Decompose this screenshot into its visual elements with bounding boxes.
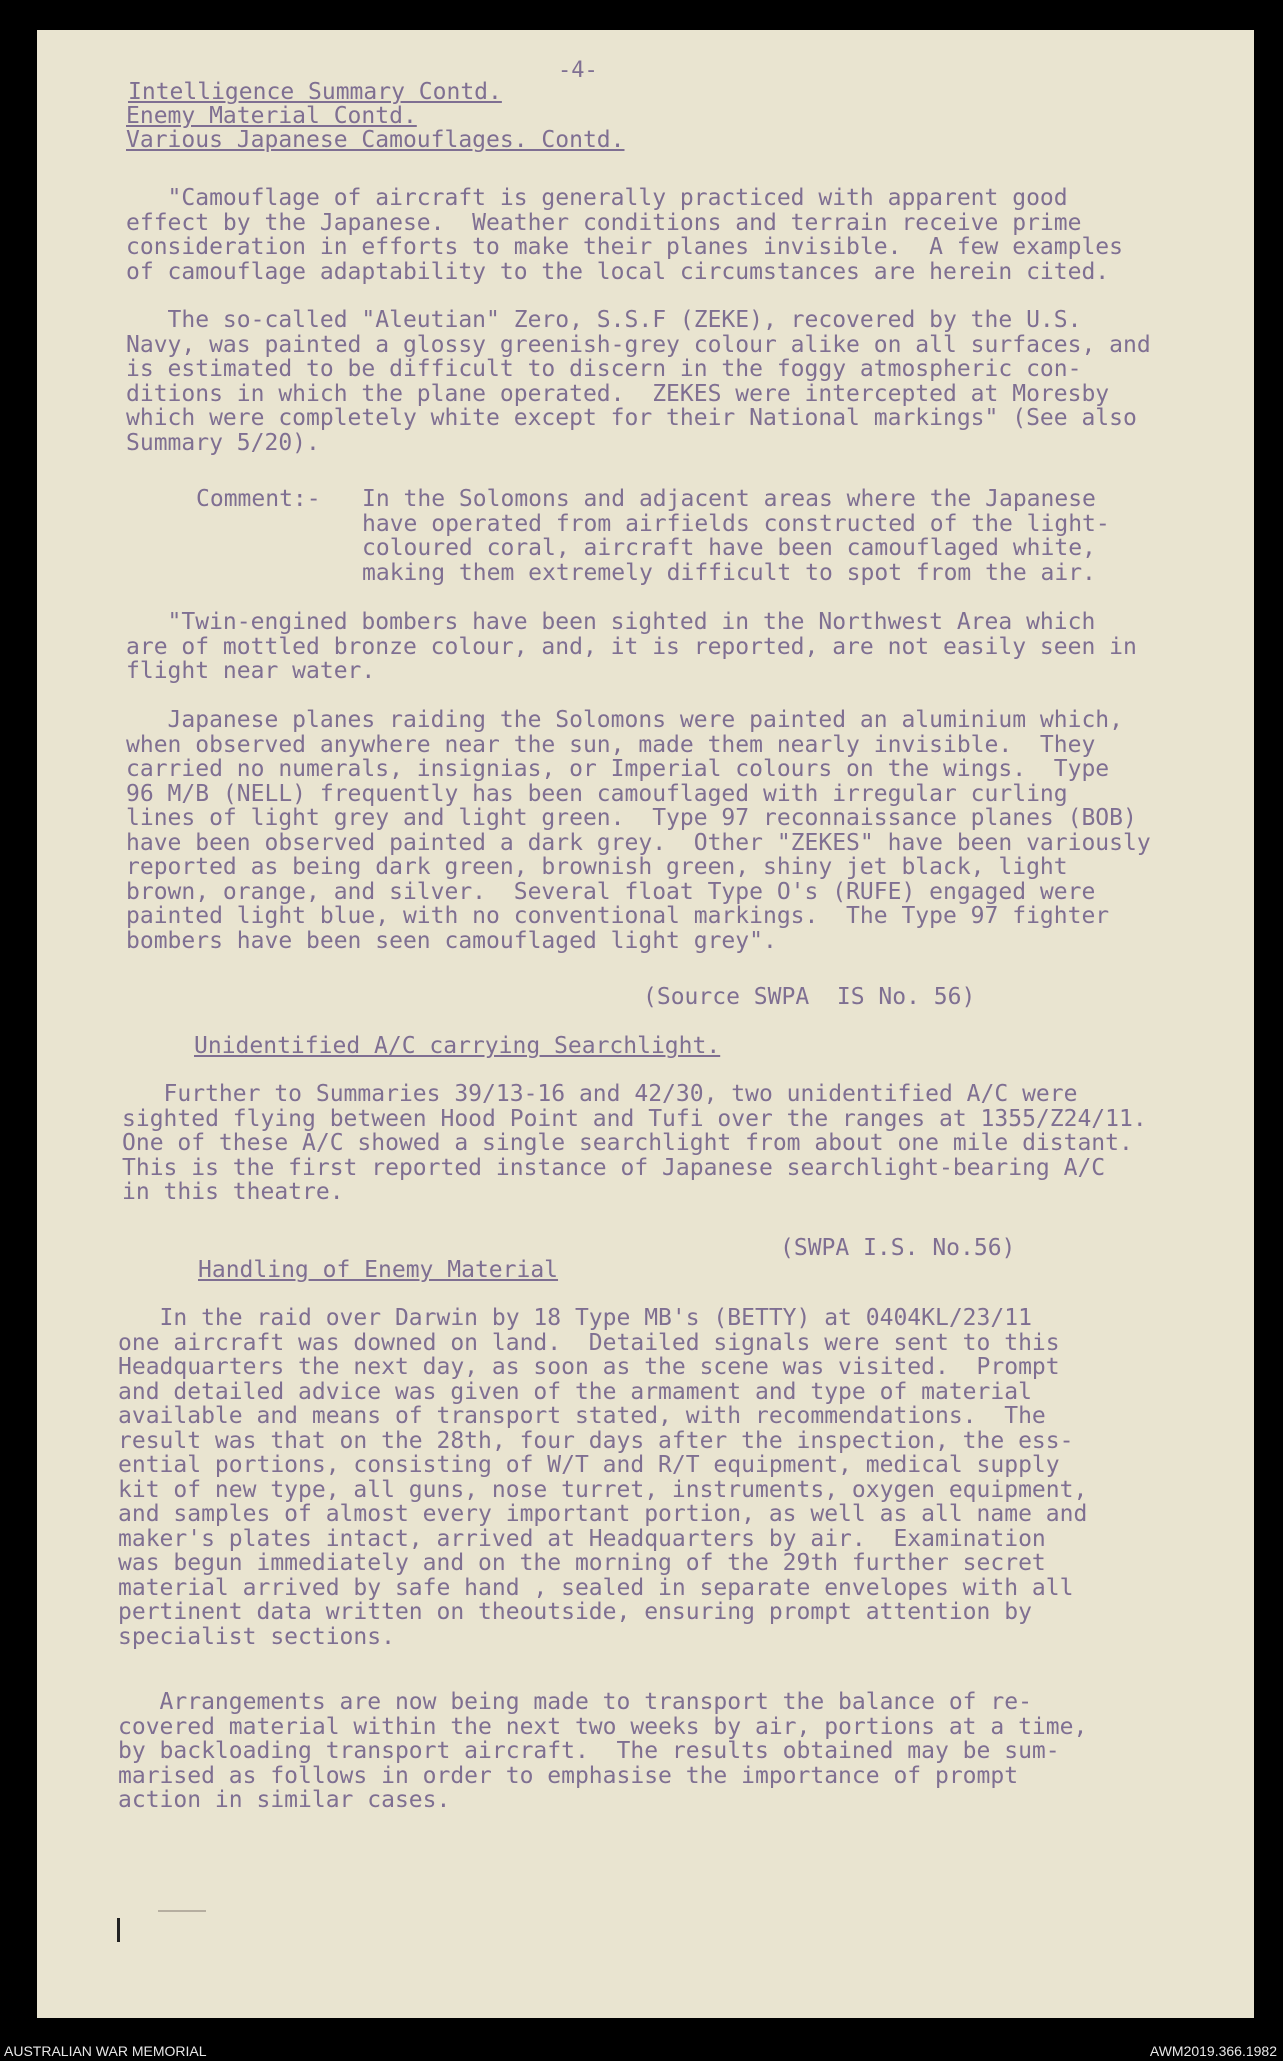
page-number: -4- <box>558 58 598 83</box>
comment-label: Comment:- <box>196 486 321 512</box>
source-citation-1: (Source SWPA IS No. 56) <box>643 984 976 1010</box>
heading-searchlight: Unidentified A/C carrying Searchlight. <box>194 1033 721 1059</box>
paragraph-arrangements: Arrangements are now being made to transport the balance of re- covered material within the next two weeks by air, portions at a time, by backloading transport aircraft. The results obtained may be sum- marised as follows in order to emphasise the importance of prompt action in similar cases. <box>118 1689 1088 1813</box>
pencil-mark <box>117 1918 120 1942</box>
header-line-1: Intelligence Summary Contd. <box>128 79 502 105</box>
paragraph-aleutian-zero: The so-called "Aleutian" Zero, S.S.F (ZEKE), recovered by the U.S. Navy, was painted a glossy greenish-grey colour alike on all surfaces, and is estimated to be difficult to discern in the foggy atmospheric con- ditions in which the plane operated. ZEKES were intercepted at Moresby which were completely white except for their National markings" (See also Summary 5/20). <box>126 307 1151 456</box>
paragraph-searchlight: Further to Summaries 39/13-16 and 42/30, two unidentified A/C were sighted flying between Hood Point and Tufi over the ranges at 1355/Z24/11. One of these A/C showed a single searchlight from about one mile distant. This is the first reported instance of Japanese searchlight-bearing A/C in this theatre. <box>122 1081 1147 1205</box>
footer-institution: AUSTRALIAN WAR MEMORIAL <box>4 2043 207 2059</box>
paragraph-twin-engined: "Twin-engined bombers have been sighted in the Northwest Area which are of mottled bronze colour, and, it is reported, are not easily seen in flight near water. <box>126 609 1137 684</box>
paragraph-darwin-raid: In the raid over Darwin by 18 Type MB's (BETTY) at 0404KL/23/11 one aircraft was downed on land. Detailed signals were sent to this Headquarters the next day, as soon as the scene was visited. Prompt and detailed advice was given of the armament and type of material available and means of transport stated, with recommendations. The result was that on the 28th, four days after the inspection, the ess- ential portions, consisting of W/T and R/T equipment, medical supply kit of new type, all guns, nose turret, instruments, oxygen equipment, and samples of almost every important portion, as well as all name and maker's plates intact, arrived at Headquarters by air. Examination was begun immediately and on the morning of the 29th further secret material arrived by safe hand , sealed in separate envelopes with all pertinent data written on theoutside, ensuring prompt attention by specialist sections. <box>118 1305 1088 1650</box>
header-line-3: Various Japanese Camouflages. Contd. <box>126 127 625 153</box>
paragraph-solomons-raids: Japanese planes raiding the Solomons were painted an aluminium which, when observed anywhere near the sun, made them nearly invisible. They carried no numerals, insignias, or Imperial colours on the wings. Type 96 M/B (NELL) frequently has been camouflaged with irregular curling lines of light grey and light green. Type 97 reconnaissance planes (BOB) have been observed painted a dark grey. Other "ZEKES" have been variously reported as being dark green, brownish green, shiny jet black, light brown, orange, and silver. Several float Type O's (RUFE) engaged were painted light blue, with no conventional markings. The Type 97 fighter bombers have been seen camouflaged light grey". <box>126 707 1151 954</box>
faint-pencil-mark <box>158 1910 206 1912</box>
source-citation-2: (SWPA I.S. No.56) <box>780 1235 1016 1261</box>
footer-accession-number: AWM2019.366.1982 <box>1149 2043 1277 2059</box>
paragraph-camouflage-intro: "Camouflage of aircraft is generally practiced with apparent good effect by the Japanese. Weather conditions and terrain receive prime consideration in efforts to make their planes invisible. A few examples of camouflage adaptability to the local circumstances are herein cited. <box>126 185 1123 285</box>
comment-text: In the Solomons and adjacent areas where the Japanese have operated from airfields constructed of the light- coloured coral, aircraft have been camouflaged white, making them extremely difficult to spot from the air. <box>362 486 1110 586</box>
header-line-2: Enemy Material Contd. <box>126 103 417 129</box>
heading-handling-material: Handling of Enemy Material <box>198 1257 559 1283</box>
